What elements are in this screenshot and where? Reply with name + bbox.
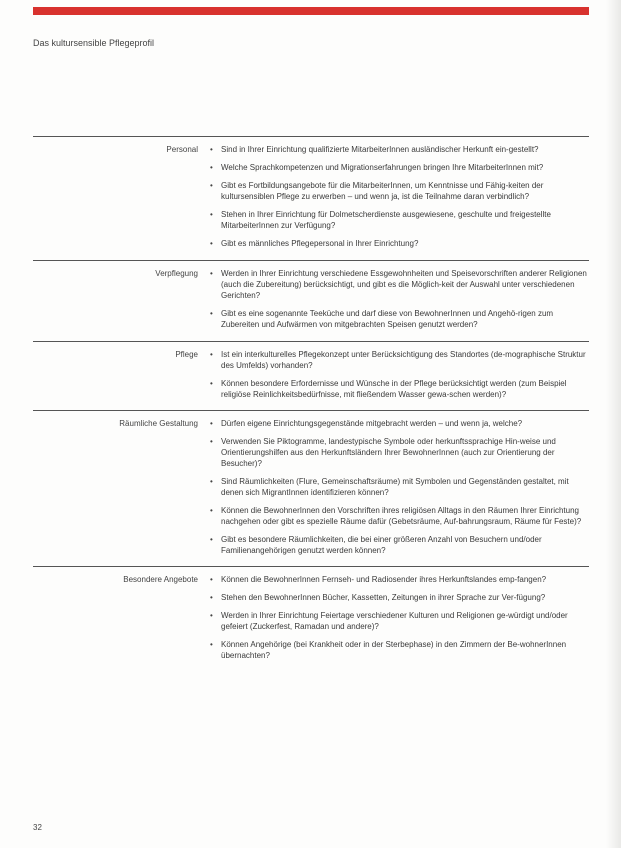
page-header: Das kultursensible Pflegeprofil [33,38,155,48]
question-item: • Können Angehörige (bei Krankheit oder in der Sterbephase) in den Zimmern der Be-wohnerInnen übernachten? [208,639,589,661]
question-item: • Ist ein interkulturelles Pflegekonzept unter Berücksichtigung des Standortes (de-mographische Struktur des Umfelds) vorhanden? [208,349,589,371]
question-item: • Werden in Ihrer Einrichtung Feiertage verschiedener Kulturen und Religionen ge-würdigt und/oder gefeiert (Zuckerfest, Ramadan und andere)? [208,610,589,632]
page-number: 32 [33,823,42,832]
question-item: • Können die BewohnerInnen Fernseh- und Radiosender ihres Herkunftslandes emp-fangen? [208,574,589,585]
header-accent-bar [33,7,589,15]
question-list [208,144,589,256]
question-item: • Gibt es männliches Pflegepersonal in Ihrer Einrichtung? [208,238,589,249]
question-item: • Gibt es eine sogenannte Teeküche und darf diese von BewohnerInnen und Angehö-rigen zum Zubereiten und Aufwärmen von mitgebrachten Speisen genutzt werden? [208,308,589,330]
section [33,341,589,407]
checklist [33,136,589,668]
question-list [208,418,589,563]
section-label: Besondere Angebote [123,575,198,584]
question-item: • Können besondere Erfordernisse und Wünsche in der Pflege berücksichtigt werden (zum Beispiel religiöse Reinlichkeitsbedürfnisse, mit fließendem Wasser gewa-schen werden)? [208,378,589,400]
question-item: • Verwenden Sie Piktogramme, landestypische Symbole oder herkunftssprachige Hin-weise und Orientierungshilfen aus den Herkunftsländern Ihrer BewohnerInnen (auch zur Orientierung der Besucher)? [208,436,589,469]
section [33,566,589,668]
question-item: • Gibt es besondere Räumlichkeiten, die bei einer größeren Anzahl von Besuchern und/oder Familienangehörigen genutzt werden können? [208,534,589,556]
section-label: Verpflegung [155,269,198,278]
question-item: • Werden in Ihrer Einrichtung verschiedene Essgewohnheiten und Speisevorschriften anderer Religionen (auch die Zubereitung) berücksichtigt, und gibt es die Möglich-keit der Auswahl unter verschiedenen Gerichten? [208,268,589,301]
question-item: • Stehen in Ihrer Einrichtung für Dolmetscherdienste ausgewiesene, geschulte und freigestellte MitarbeiterInnen zur Verfügung? [208,209,589,231]
question-list [208,574,589,668]
section-label: Personal [166,145,198,154]
question-item: • Können die BewohnerInnen den Vorschriften ihres religiösen Alltags in den Räumen Ihrer Einrichtung nachgehen oder gibt es spezielle Räume dafür (Gebetsräume, Auf-bahrungsraum, Räume für Feste)? [208,505,589,527]
section [33,136,589,256]
section [33,260,589,337]
question-list [208,349,589,407]
question-item: • Dürfen eigene Einrichtungsgegenstände mitgebracht werden – und wenn ja, welche? [208,418,589,429]
question-item: • Sind in Ihrer Einrichtung qualifizierte MitarbeiterInnen ausländischer Herkunft ein-gestellt? [208,144,589,155]
page-edge-shadow [606,0,621,848]
section [33,410,589,563]
question-item: • Sind Räumlichkeiten (Flure, Gemeinschaftsräume) mit Symbolen und Gegenständen gestaltet, mit denen sich MigrantInnen identifizieren können? [208,476,589,498]
section-label: Pflege [175,350,198,359]
section-label: Räumliche Gestaltung [119,419,198,428]
question-list [208,268,589,337]
question-item: • Welche Sprachkompetenzen und Migrationserfahrungen bringen Ihre MitarbeiterInnen mit? [208,162,589,173]
question-item: • Gibt es Fortbildungsangebote für die MitarbeiterInnen, um Kenntnisse und Fähig-keiten der kultursensiblen Pflege zu erwerben – und wenn ja, ist die Teilnahme daran verbindlich? [208,180,589,202]
question-item: • Stehen den BewohnerInnen Bücher, Kassetten, Zeitungen in ihrer Sprache zur Ver-fügung? [208,592,589,603]
